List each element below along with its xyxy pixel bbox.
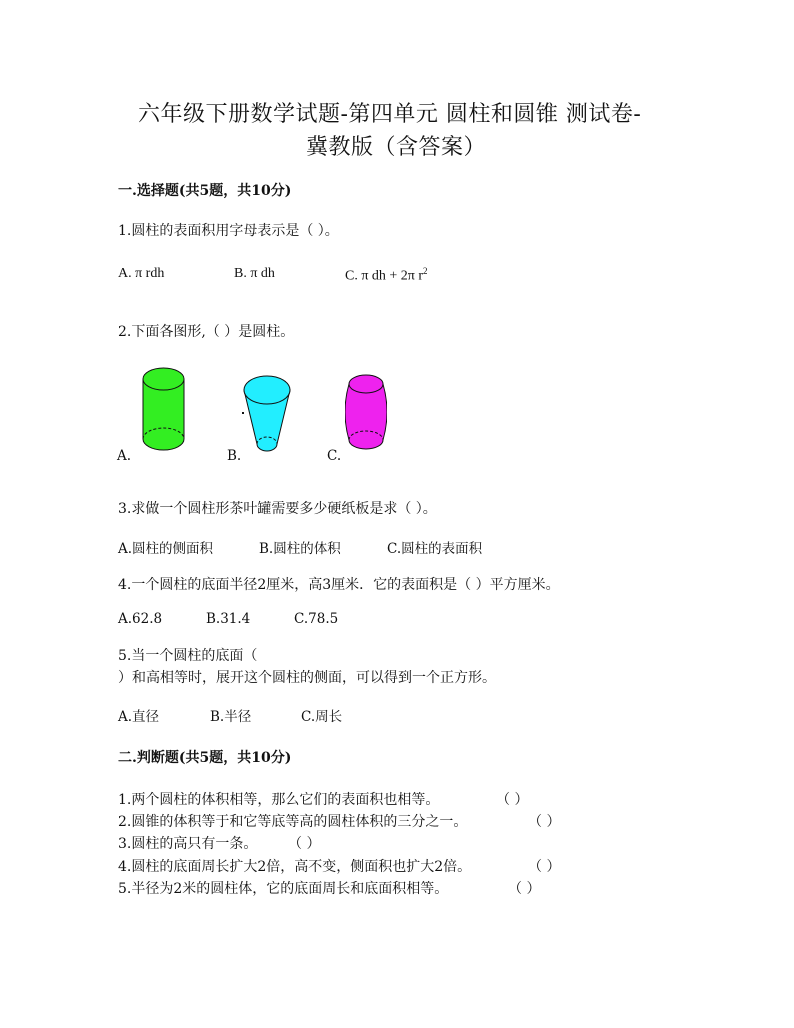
question-5-option-b: B.半径 bbox=[210, 709, 252, 725]
question-1-option-c bbox=[345, 266, 428, 285]
judge-item-5-text: 5.半径为2米的圆柱体，它的底面周长和底面积相等。 bbox=[118, 881, 449, 897]
judge-item-3-paren: （ ） bbox=[288, 836, 321, 852]
judge-item-1-text: 1.两个圆柱的体积相等，那么它们的表面积也相等。 bbox=[118, 792, 440, 808]
truncated-cone-figure-b bbox=[241, 372, 293, 456]
question-3-option-b: B.圆柱的体积 bbox=[259, 541, 341, 557]
question-5-option-a: A.直径 bbox=[118, 709, 160, 725]
question-4-option-b: B.31.4 bbox=[206, 611, 251, 627]
question-5-text-line1: 5.当一个圆柱的底面（ bbox=[118, 648, 258, 664]
judge-item-3-text: 3.圆柱的高只有一条。 bbox=[118, 836, 258, 852]
question-2-label-a: A. bbox=[117, 448, 132, 464]
question-3-option-a: A.圆柱的侧面积 bbox=[118, 541, 214, 557]
question-4-option-a: A.62.8 bbox=[118, 611, 163, 627]
question-3-option-c: C.圆柱的表面积 bbox=[387, 541, 483, 557]
question-5-option-c: C.周长 bbox=[301, 709, 343, 725]
judge-item-4-paren: （ ） bbox=[528, 859, 561, 875]
barrel-figure-c bbox=[345, 370, 387, 456]
question-1-option-c-text: C. π dh + 2π r bbox=[345, 268, 424, 284]
judge-item-4-text: 4.圆柱的底面周长扩大2倍，高不变，侧面积也扩大2倍。 bbox=[118, 859, 472, 875]
question-2-text: 2.下面各图形,（ ）是圆柱。 bbox=[118, 324, 295, 340]
question-2-label-b: B. bbox=[227, 448, 242, 464]
section2-heading: 二.判断题(共5题，共10分) bbox=[118, 750, 292, 766]
question-1-text: 1.圆柱的表面积用字母表示是（ ）。 bbox=[118, 223, 339, 239]
question-1-option-a: A. π rdh bbox=[118, 266, 165, 281]
cylinder-figure-a bbox=[140, 365, 188, 455]
section1-heading: 一.选择题(共5题，共10分) bbox=[118, 183, 292, 199]
question-1-option-c-exponent: 2 bbox=[423, 266, 428, 276]
question-5-text-line2: ）和高相等时，展开这个圆柱的侧面，可以得到一个正方形。 bbox=[118, 670, 496, 686]
question-4-text: 4.一个圆柱的底面半径2厘米，高3厘米．它的表面积是（ ）平方厘米。 bbox=[118, 577, 560, 593]
question-4-option-c: C.78.5 bbox=[294, 611, 339, 627]
stray-dot bbox=[242, 412, 244, 414]
judge-item-1-paren: （ ） bbox=[496, 792, 529, 808]
judge-item-5-paren: （ ） bbox=[508, 881, 541, 897]
judge-item-2-paren: （ ） bbox=[528, 814, 561, 830]
judge-item-2-text: 2.圆锥的体积等于和它等底等高的圆柱体积的三分之一。 bbox=[118, 814, 468, 830]
page-title-line2: 冀教版（含答案） bbox=[306, 135, 487, 160]
question-2-label-c: C. bbox=[327, 448, 342, 464]
page-title-line1: 六年级下册数学试题-第四单元 圆柱和圆锥 测试卷- bbox=[138, 102, 642, 127]
question-3-text: 3.求做一个圆柱形茶叶罐需要多少硬纸板是求（ ）。 bbox=[118, 501, 437, 517]
question-1-option-b: B. π dh bbox=[234, 266, 275, 281]
